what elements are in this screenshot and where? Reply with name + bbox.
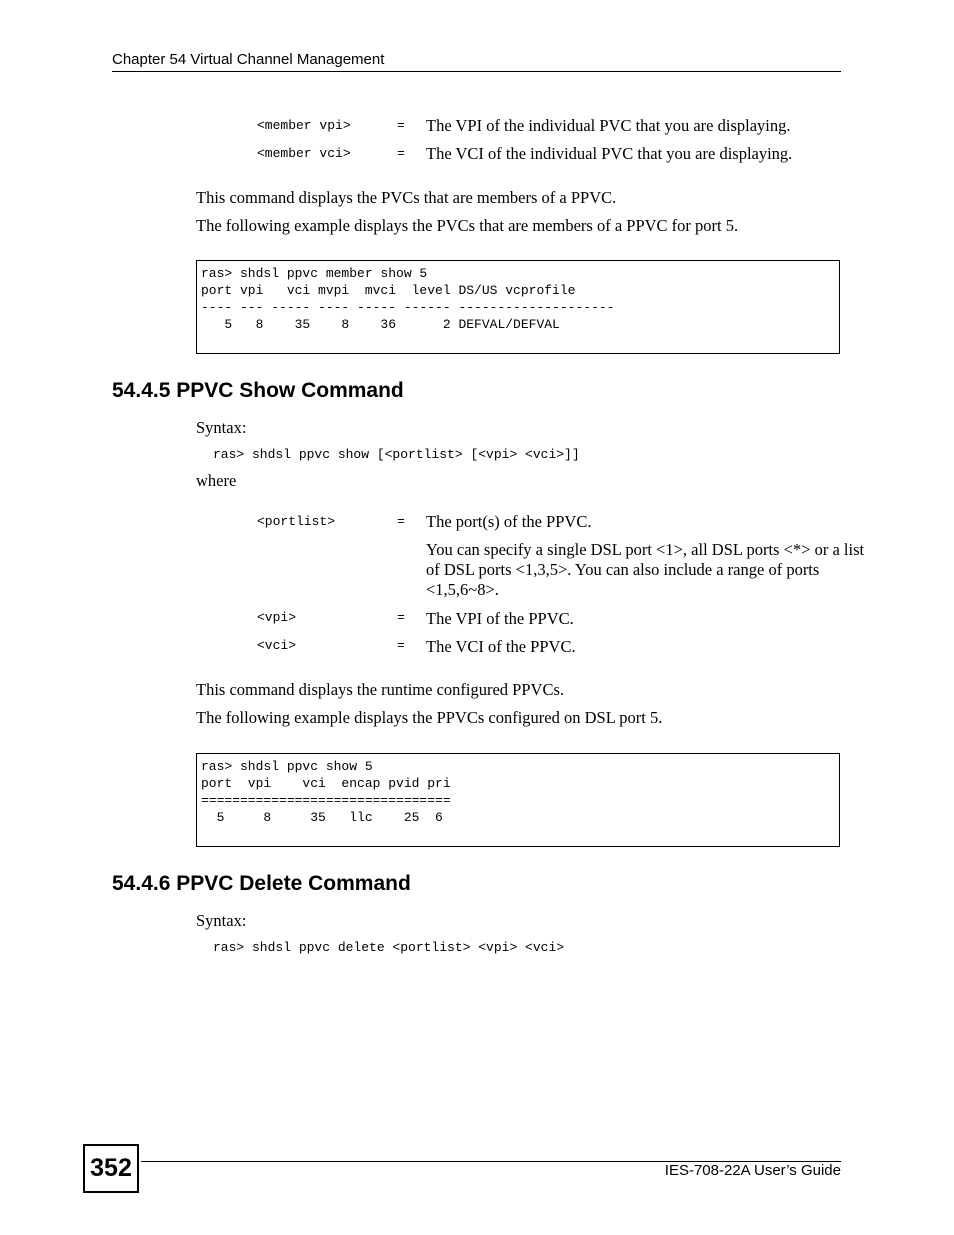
paragraph: The following example displays the PVCs that are members of a PPVC for port 5. [196, 216, 739, 235]
param-name-vpi: <vpi> [257, 610, 297, 625]
syntax-label: Syntax: [196, 418, 247, 437]
paragraph: This command displays the PVCs that are members of a PPVC. [196, 188, 617, 207]
paragraph: The following example displays the PPVCs configured on DSL port 5. [196, 708, 663, 727]
param-desc-portlist: The port(s) of the PPVC. [426, 512, 592, 531]
param-eq: = [397, 118, 405, 133]
syntax-command: ras> shdsl ppvc show [<portlist> [<vpi> <vci>]] [213, 447, 580, 462]
code-text: ras> shdsl ppvc member show 5 port vpi vci mvpi mvci level DS/US vcprofile ---- --- ----- ---- ----- ------ -------------------- 5 8 35 8 36 2 DEFVAL/DEFVAL [201, 266, 615, 332]
page-number: 352 [83, 1144, 139, 1193]
code-example-ppvc-show [196, 753, 840, 847]
syntax-command: ras> shdsl ppvc delete <portlist> <vpi> <vci> [213, 940, 565, 955]
syntax-label: Syntax: [196, 911, 247, 930]
paragraph: This command displays the runtime configured PPVCs. [196, 680, 565, 699]
where-label: where [196, 471, 237, 490]
section-title-ppvc-show: 54.4.5 PPVC Show Command [112, 379, 404, 402]
code-example-member-show [196, 260, 840, 354]
param-desc-vpi: The VPI of the PPVC. [426, 609, 574, 628]
param-eq: = [397, 514, 405, 529]
running-footer: IES-708-22A User’s Guide [664, 1162, 841, 1179]
param-eq: = [397, 638, 405, 653]
param-name-member-vpi: <member vpi> [257, 118, 351, 133]
param-eq: = [397, 146, 405, 161]
param-eq: = [397, 610, 405, 625]
running-header: Chapter 54 Virtual Channel Management [112, 51, 385, 68]
header-rule [112, 71, 841, 72]
param-name-portlist: <portlist> [257, 514, 336, 529]
param-name-vci: <vci> [257, 638, 297, 653]
param-desc-member-vci: The VCI of the individual PVC that you are displaying. [426, 144, 793, 163]
section-title-ppvc-delete: 54.4.6 PPVC Delete Command [112, 872, 411, 895]
param-desc-vci: The VCI of the PPVC. [426, 637, 576, 656]
param-desc-portlist-detail: You can specify a single DSL port <1>, all DSL ports <*> or a list of DSL ports <1,3,5>. You can also include a range of ports <1,5,6~8>. [426, 540, 865, 599]
param-name-member-vci: <member vci> [257, 146, 351, 161]
param-desc-member-vpi: The VPI of the individual PVC that you are displaying. [426, 116, 791, 135]
code-text: ras> shdsl ppvc show 5 port vpi vci encap pvid pri ================================ 5 8 35 llc 25 6 [201, 759, 451, 825]
